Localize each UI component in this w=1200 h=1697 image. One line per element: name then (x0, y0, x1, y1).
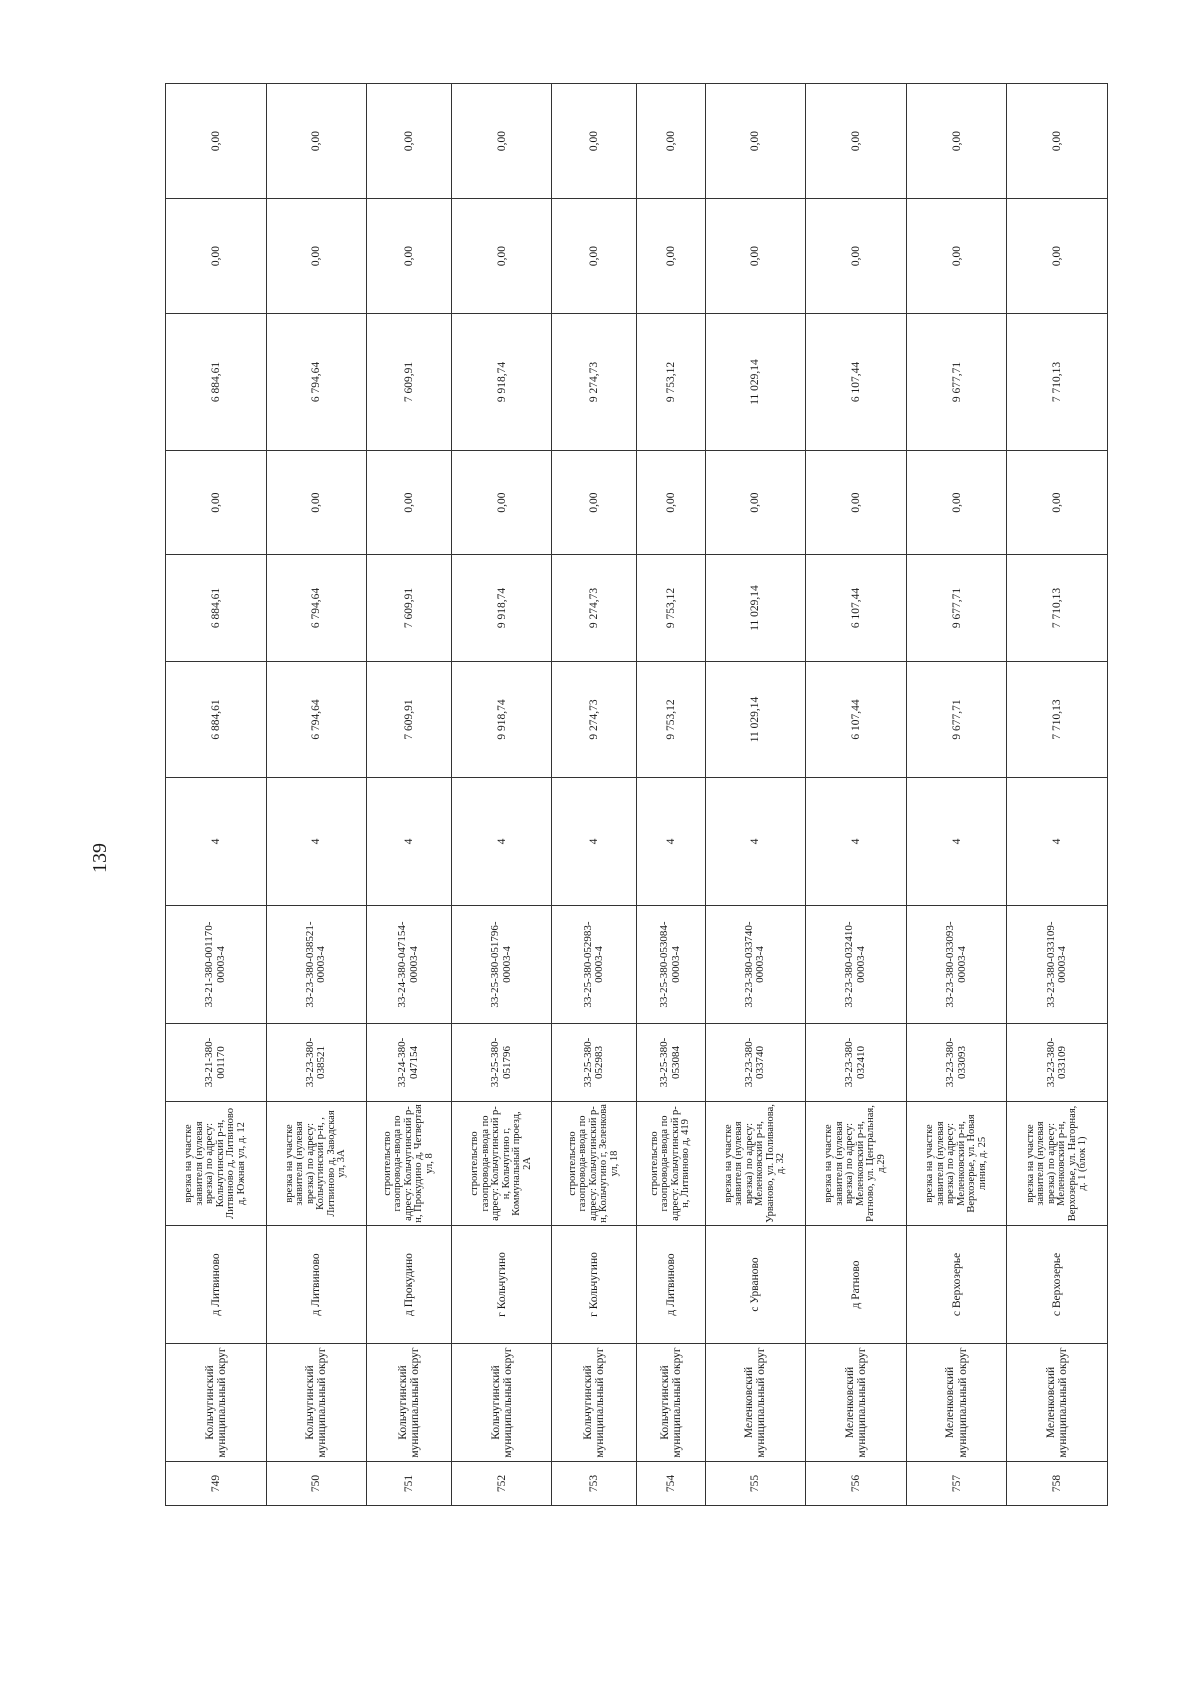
value-cell-2: 11 029,14 (705, 555, 806, 662)
object-code-cell: 33-21-380-001170 (166, 1024, 267, 1102)
description-cell: строительство газопровода-ввода по адресу: Кольчугинский р-н, Прокудино д, Четвертая ул, 8 (367, 1102, 452, 1226)
value-cell-5: 0,00 (1007, 199, 1108, 314)
value-cell-2: 9 918,74 (451, 555, 552, 662)
row-number: 752 (451, 1462, 552, 1506)
category-cell: 4 (806, 778, 907, 906)
application-code-cell: 33-23-380-033740-00003-4 (705, 906, 806, 1024)
object-code-cell: 33-25-380-052983 (552, 1024, 637, 1102)
value-cell-3: 0,00 (166, 451, 267, 555)
value-cell-4: 9 677,71 (906, 314, 1007, 451)
value-cell-4: 6 794,64 (266, 314, 367, 451)
value-cell-4: 9 274,73 (552, 314, 637, 451)
value-cell-2: 7 609,91 (367, 555, 452, 662)
table-row (552, 84, 637, 1506)
value-cell-1: 9 677,71 (906, 662, 1007, 778)
district-cell: Меленковский муниципальный округ (1007, 1344, 1108, 1462)
description-cell: врезка на участке заявителя (нулевая врезка) по адресу: Меленковский р-н, Урваново, ул. Поливанова, д. 32 (705, 1102, 806, 1226)
application-code-cell: 33-25-380-051796-00003-4 (451, 906, 552, 1024)
object-code-cell: 33-23-380-033093 (906, 1024, 1007, 1102)
description-cell: врезка на участке заявителя (нулевая врезка) по адресу: Меленковский р-н, Верхозерье, ул. Новая линия, д. 25 (906, 1102, 1007, 1226)
value-cell-1: 6 884,61 (166, 662, 267, 778)
description-cell: врезка на участке заявителя (нулевая врезка) по адресу: Меленковский р-н, Ратново, ул. Центральная, д.29 (806, 1102, 907, 1226)
description-cell: строительство газопровода-ввода по адресу: Кольчугинский р-н, Кольчугино г, Зеленкова ул, 18 (552, 1102, 637, 1226)
value-cell-6: 0,00 (1007, 84, 1108, 199)
value-cell-4: 7 609,91 (367, 314, 452, 451)
value-cell-2: 6 107,44 (806, 555, 907, 662)
table-row (266, 84, 367, 1506)
table-row (166, 84, 267, 1506)
value-cell-4: 9 753,12 (636, 314, 705, 451)
value-cell-1: 6 107,44 (806, 662, 907, 778)
application-code-cell: 33-23-380-038521-00003-4 (266, 906, 367, 1024)
value-cell-4: 9 918,74 (451, 314, 552, 451)
value-cell-2: 7 710,13 (1007, 555, 1108, 662)
table-row (705, 84, 806, 1506)
settlement-cell: д Литвиново (636, 1226, 705, 1344)
description-cell: врезка на участке заявителя (нулевая врезка) по адресу: Меленковский р-н, Верхозерье, ул. Нагорная, д. 1 (блок 1) (1007, 1102, 1108, 1226)
district-cell: Кольчугинский муниципальный округ (451, 1344, 552, 1462)
row-number: 758 (1007, 1462, 1108, 1506)
value-cell-6: 0,00 (636, 84, 705, 199)
description-cell: врезка на участке заявителя (нулевая врезка) по адресу: Кольчугинский р-н, , Литвиново д, Заводская ул, 3А (266, 1102, 367, 1226)
district-cell: Кольчугинский муниципальный округ (166, 1344, 267, 1462)
value-cell-6: 0,00 (906, 84, 1007, 199)
application-code-cell: 33-25-380-052983-00003-4 (552, 906, 637, 1024)
row-number: 754 (636, 1462, 705, 1506)
category-cell: 4 (705, 778, 806, 906)
description-cell: врезка на участке заявителя (нулевая врезка) по адресу: Кольчугинский р-н, Литвиново д, Литвиново д, Южная ул, д. 12 (166, 1102, 267, 1226)
value-cell-1: 7 710,13 (1007, 662, 1108, 778)
value-cell-3: 0,00 (451, 451, 552, 555)
value-cell-5: 0,00 (636, 199, 705, 314)
value-cell-3: 0,00 (266, 451, 367, 555)
value-cell-4: 6 884,61 (166, 314, 267, 451)
settlement-cell: д Литвиново (266, 1226, 367, 1344)
table-row (367, 84, 452, 1506)
object-code-cell: 33-23-380-033740 (705, 1024, 806, 1102)
value-cell-5: 0,00 (266, 199, 367, 314)
district-cell: Меленковский муниципальный округ (806, 1344, 907, 1462)
row-number: 751 (367, 1462, 452, 1506)
value-cell-6: 0,00 (705, 84, 806, 199)
application-code-cell: 33-25-380-053084-00003-4 (636, 906, 705, 1024)
settlement-cell: д Прокудино (367, 1226, 452, 1344)
settlement-cell: с Верхозерье (1007, 1226, 1108, 1344)
settlement-cell: д Литвиново (166, 1226, 267, 1344)
row-number: 749 (166, 1462, 267, 1506)
value-cell-3: 0,00 (367, 451, 452, 555)
object-code-cell: 33-25-380-053084 (636, 1024, 705, 1102)
table-row (636, 84, 705, 1506)
category-cell: 4 (266, 778, 367, 906)
value-cell-5: 0,00 (552, 199, 637, 314)
settlement-cell: д Ратново (806, 1226, 907, 1344)
value-cell-2: 9 753,12 (636, 555, 705, 662)
object-code-cell: 33-23-380-038521 (266, 1024, 367, 1102)
value-cell-3: 0,00 (806, 451, 907, 555)
value-cell-2: 9 274,73 (552, 555, 637, 662)
row-number: 755 (705, 1462, 806, 1506)
value-cell-4: 11 029,14 (705, 314, 806, 451)
value-cell-6: 0,00 (806, 84, 907, 199)
value-cell-1: 9 753,12 (636, 662, 705, 778)
value-cell-2: 6 794,64 (266, 555, 367, 662)
description-cell: строительство газопровода-ввода по адресу: Кольчугинский р-н, Кольчугино г, Коммунальный проезд, 2А (451, 1102, 552, 1226)
value-cell-1: 9 918,74 (451, 662, 552, 778)
row-number: 753 (552, 1462, 637, 1506)
description-cell: строительство газопровода-ввода по адресу: Кольчугинский р-н, Литвиново д, 419 (636, 1102, 705, 1226)
value-cell-1: 9 274,73 (552, 662, 637, 778)
category-cell: 4 (906, 778, 1007, 906)
value-cell-1: 6 794,64 (266, 662, 367, 778)
table-row (451, 84, 552, 1506)
value-cell-1: 11 029,14 (705, 662, 806, 778)
value-cell-5: 0,00 (705, 199, 806, 314)
object-code-cell: 33-24-380-047154 (367, 1024, 452, 1102)
district-cell: Кольчугинский муниципальный округ (552, 1344, 637, 1462)
district-cell: Меленковский муниципальный округ (705, 1344, 806, 1462)
row-number: 757 (906, 1462, 1007, 1506)
category-cell: 4 (451, 778, 552, 906)
value-cell-5: 0,00 (166, 199, 267, 314)
category-cell: 4 (636, 778, 705, 906)
row-number: 750 (266, 1462, 367, 1506)
value-cell-6: 0,00 (552, 84, 637, 199)
application-code-cell: 33-21-380-001170-00003-4 (166, 906, 267, 1024)
settlement-cell: г Кольчугино (552, 1226, 637, 1344)
value-cell-4: 6 107,44 (806, 314, 907, 451)
category-cell: 4 (1007, 778, 1108, 906)
district-cell: Кольчугинский муниципальный округ (367, 1344, 452, 1462)
gasification-table (165, 83, 1108, 1506)
settlement-cell: с Урваново (705, 1226, 806, 1344)
value-cell-5: 0,00 (906, 199, 1007, 314)
object-code-cell: 33-23-380-032410 (806, 1024, 907, 1102)
district-cell: Кольчугинский муниципальный округ (636, 1344, 705, 1462)
value-cell-3: 0,00 (636, 451, 705, 555)
value-cell-5: 0,00 (367, 199, 452, 314)
application-code-cell: 33-23-380-033093-00003-4 (906, 906, 1007, 1024)
value-cell-6: 0,00 (166, 84, 267, 199)
category-cell: 4 (166, 778, 267, 906)
table-row (806, 84, 907, 1506)
value-cell-4: 7 710,13 (1007, 314, 1108, 451)
value-cell-6: 0,00 (451, 84, 552, 199)
value-cell-2: 9 677,71 (906, 555, 1007, 662)
district-cell: Кольчугинский муниципальный округ (266, 1344, 367, 1462)
application-code-cell: 33-23-380-032410-00003-4 (806, 906, 907, 1024)
settlement-cell: с Верхозерье (906, 1226, 1007, 1344)
value-cell-6: 0,00 (367, 84, 452, 199)
table-row (906, 84, 1007, 1506)
category-cell: 4 (367, 778, 452, 906)
value-cell-3: 0,00 (906, 451, 1007, 555)
value-cell-3: 0,00 (552, 451, 637, 555)
value-cell-6: 0,00 (266, 84, 367, 199)
district-cell: Меленковский муниципальный округ (906, 1344, 1007, 1462)
value-cell-5: 0,00 (451, 199, 552, 314)
value-cell-5: 0,00 (806, 199, 907, 314)
row-number: 756 (806, 1462, 907, 1506)
category-cell: 4 (552, 778, 637, 906)
object-code-cell: 33-23-380-033109 (1007, 1024, 1108, 1102)
table-body (166, 84, 1108, 1506)
value-cell-2: 6 884,61 (166, 555, 267, 662)
value-cell-3: 0,00 (705, 451, 806, 555)
application-code-cell: 33-23-380-033109-00003-4 (1007, 906, 1108, 1024)
table-row (1007, 84, 1108, 1506)
object-code-cell: 33-25-380-051796 (451, 1024, 552, 1102)
page-number: 139 (89, 843, 111, 873)
settlement-cell: г Кольчугино (451, 1226, 552, 1344)
value-cell-1: 7 609,91 (367, 662, 452, 778)
value-cell-3: 0,00 (1007, 451, 1108, 555)
application-code-cell: 33-24-380-047154-00003-4 (367, 906, 452, 1024)
rotated-table-container (165, 84, 1108, 1506)
